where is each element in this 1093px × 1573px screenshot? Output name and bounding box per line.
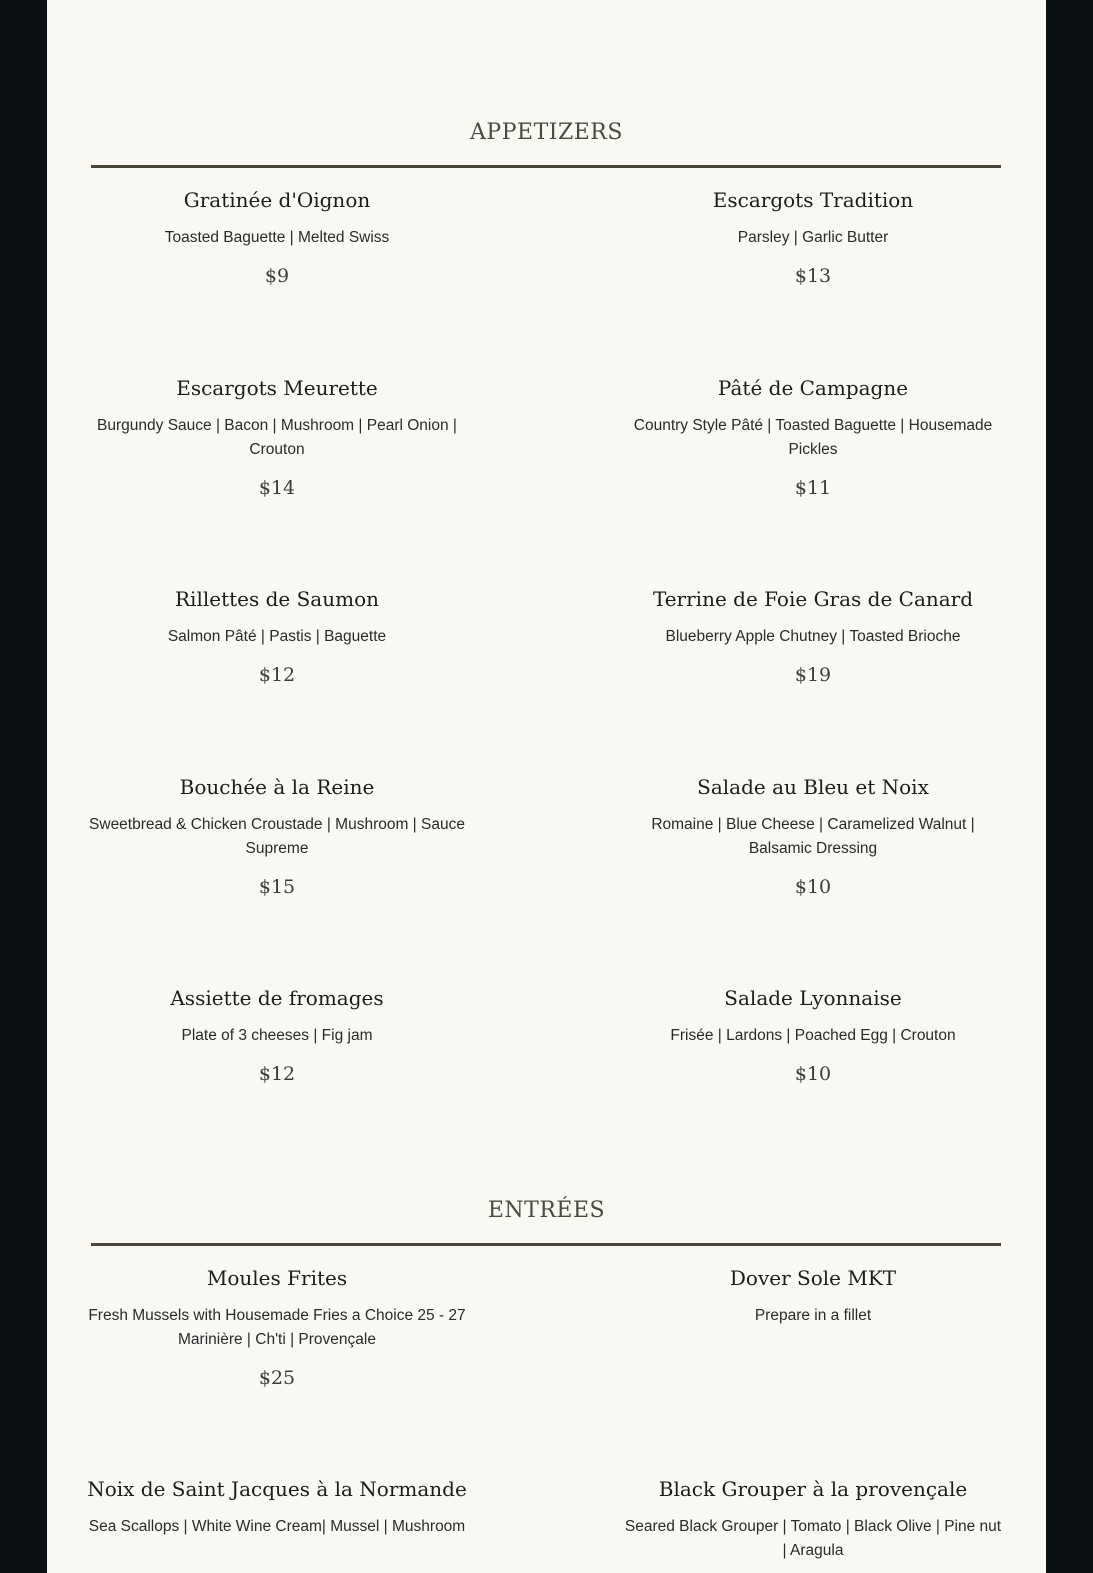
item-price: $11 xyxy=(794,477,832,499)
item-description: Sweetbread & Chicken Croustade | Mushroom | Sauce Supreme xyxy=(89,816,465,857)
item-price: $10 xyxy=(794,1063,832,1085)
item-description: Seared Black Grouper | Tomato | Black Olive | Pine nut | Aragula xyxy=(624,1518,1002,1559)
item-price: $19 xyxy=(794,664,832,686)
menu-item xyxy=(623,984,1003,1088)
menu-item xyxy=(623,1475,1003,1573)
item-price: $12 xyxy=(258,664,296,686)
item-name: Black Grouper à la provençale xyxy=(658,1477,968,1501)
item-price: $12 xyxy=(258,1063,296,1085)
section-title-entrees: ENTRÉES xyxy=(487,1198,606,1223)
item-name: Pâté de Campagne xyxy=(717,376,909,400)
item-price: $15 xyxy=(258,876,296,898)
item-name: Bouchée à la Reine xyxy=(179,775,375,799)
item-price: $14 xyxy=(258,477,296,499)
item-description: Plate of 3 cheeses | Fig jam xyxy=(181,1027,373,1044)
item-name: Noix de Saint Jacques à la Normande xyxy=(87,1477,467,1501)
item-name: Moules Frites xyxy=(206,1266,348,1290)
menu-item xyxy=(87,186,467,290)
item-name: Terrine de Foie Gras de Canard xyxy=(652,587,974,611)
menu-item xyxy=(87,1264,467,1392)
menu-item xyxy=(87,585,467,689)
item-name: Gratinée d'Oignon xyxy=(183,188,371,212)
menu-item xyxy=(623,186,1003,290)
item-description: Toasted Baguette | Melted Swiss xyxy=(164,229,390,246)
section-divider xyxy=(91,1243,1001,1246)
item-description: Fresh Mussels with Housemade Fries a Choice 25 - 27 Marinière | Ch'ti | Provençale xyxy=(88,1307,466,1348)
menu-item xyxy=(623,374,1003,502)
item-description: Frisée | Lardons | Poached Egg | Crouton xyxy=(670,1027,956,1044)
item-description: Prepare in a fillet xyxy=(754,1307,872,1324)
item-name: Assiette de fromages xyxy=(170,986,384,1010)
item-price: $10 xyxy=(794,876,832,898)
menu-item xyxy=(87,374,467,502)
menu-item xyxy=(87,984,467,1088)
item-price: $25 xyxy=(258,1367,296,1389)
item-price: $13 xyxy=(794,265,832,287)
menu-item xyxy=(623,1264,1003,1340)
menu-item xyxy=(87,1475,467,1551)
item-name: Escargots Meurette xyxy=(176,376,378,400)
menu-item xyxy=(623,773,1003,901)
item-description: Salmon Pâté | Pastis | Baguette xyxy=(167,628,387,645)
item-name: Dover Sole MKT xyxy=(729,1266,897,1290)
menu-page xyxy=(47,0,1046,1573)
item-name: Rillettes de Saumon xyxy=(174,587,379,611)
item-name: Escargots Tradition xyxy=(712,188,914,212)
item-description: Parsley | Garlic Butter xyxy=(737,229,889,246)
item-price: $9 xyxy=(264,265,290,287)
item-name: Salade Lyonnaise xyxy=(724,986,902,1010)
item-description: Sea Scallops | White Wine Cream| Mussel | Mushroom xyxy=(88,1518,466,1535)
item-description: Country Style Pâté | Toasted Baguette | Housemade Pickles xyxy=(633,417,993,458)
menu-item xyxy=(87,773,467,901)
item-description: Blueberry Apple Chutney | Toasted Brioche xyxy=(665,628,961,645)
item-name: Salade au Bleu et Noix xyxy=(697,775,929,799)
menu-item xyxy=(623,585,1003,689)
item-description: Romaine | Blue Cheese | Caramelized Walnut | Balsamic Dressing xyxy=(651,816,975,857)
item-description: Burgundy Sauce | Bacon | Mushroom | Pearl Onion | Crouton xyxy=(97,417,457,458)
section-title-appetizers: APPETIZERS xyxy=(470,120,623,145)
section-divider xyxy=(91,165,1001,168)
